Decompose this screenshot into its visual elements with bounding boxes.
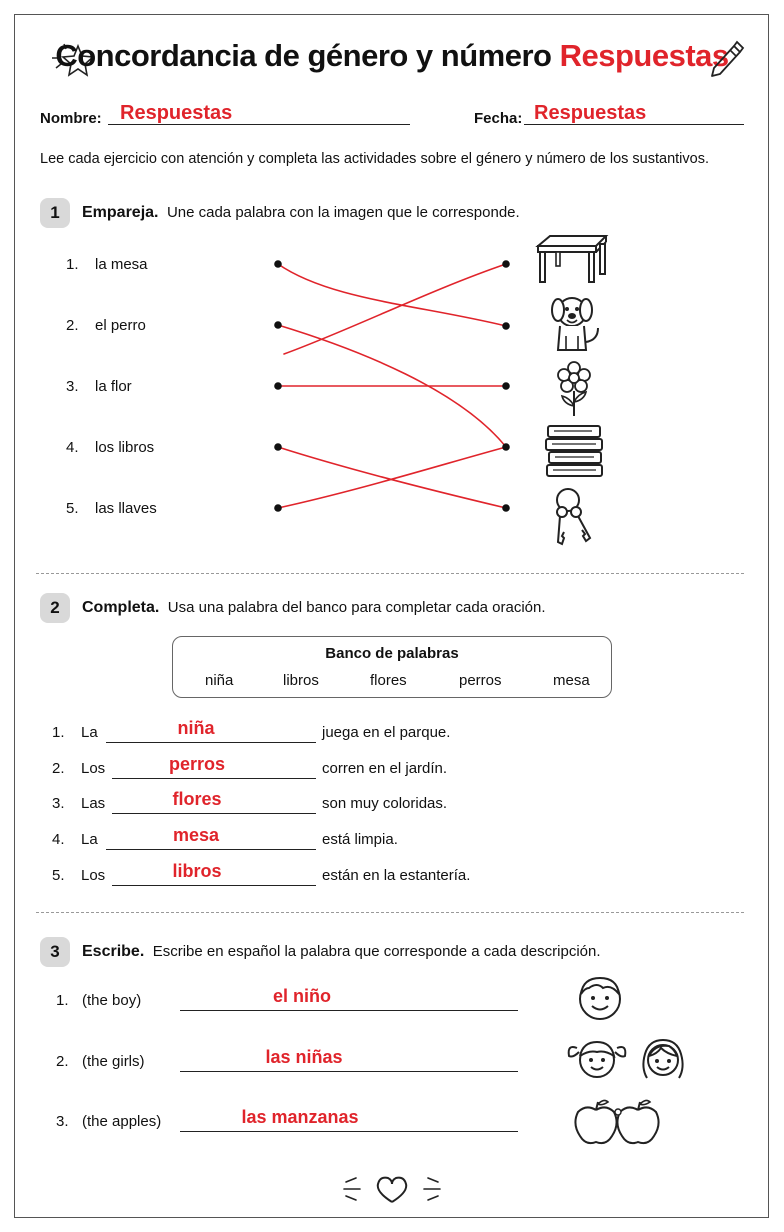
heart-icon: [340, 1172, 444, 1206]
match-word: el perro: [95, 317, 146, 334]
title-answers: Respuestas: [559, 38, 729, 73]
match-num: 4.: [66, 439, 79, 456]
name-label: Nombre:: [40, 110, 102, 127]
sentence-end: corren en el jardín.: [322, 760, 448, 777]
flower-icon: [554, 360, 594, 418]
sentence-blank[interactable]: [112, 859, 316, 886]
match-num: 2.: [66, 317, 79, 334]
match-dot: [502, 382, 510, 390]
section3-subtitle: Escribe en español la palabra que corresponde a cada descripción.: [152, 943, 601, 960]
boy-icon: [575, 972, 625, 1024]
section-divider: [36, 573, 744, 574]
page-title: Concordancia de género y número Respuestas: [55, 38, 729, 73]
section2-number: 2: [40, 593, 70, 623]
sentence-answer: perros: [168, 754, 226, 774]
describe-answer: el niño: [273, 986, 331, 1006]
section3-number: 3: [40, 937, 70, 967]
sentence-num: 5.: [52, 867, 65, 884]
bank-word: perros: [459, 672, 502, 689]
sentence-answer: flores: [172, 789, 222, 809]
sentence-answer: niña: [177, 718, 215, 738]
describe-answer: las niñas: [265, 1047, 343, 1067]
sentence-num: 1.: [52, 724, 65, 741]
section1-title: Empareja.: [82, 204, 159, 221]
dog-icon: [548, 292, 604, 356]
match-word: las llaves: [95, 500, 157, 517]
describe-num: 3.: [56, 1113, 69, 1130]
match-dot: [274, 443, 282, 451]
match-dot: [274, 382, 282, 390]
match-dot: [274, 504, 282, 512]
sentence-end: están en la estantería.: [322, 867, 471, 884]
describe-answer: las manzanas: [241, 1107, 359, 1127]
describe-blank[interactable]: [180, 984, 518, 1011]
bank-word: niña: [205, 672, 234, 689]
describe-blank[interactable]: [180, 1105, 518, 1132]
sentence-start: La: [81, 724, 98, 741]
sentence-start: Los: [81, 867, 106, 884]
books-icon: [544, 424, 606, 478]
apples-icon: [572, 1096, 664, 1148]
sentence-blank[interactable]: [112, 752, 316, 779]
match-dot: [274, 260, 282, 268]
match-dot: [502, 504, 510, 512]
sentence-start: Los: [81, 760, 106, 777]
section1-number: 1: [40, 198, 70, 228]
bank-word: mesa: [553, 672, 590, 689]
describe-num: 2.: [56, 1053, 69, 1070]
match-num: 1.: [66, 256, 79, 273]
instructions: Lee cada ejercicio con atención y completa las actividades sobre el género y número de los sustantivos.: [40, 151, 709, 167]
sentence-blank[interactable]: [106, 823, 316, 850]
sentence-end: son muy coloridas.: [322, 795, 448, 812]
girls-icon: [565, 1032, 695, 1084]
sentence-answer: libros: [172, 861, 222, 881]
word-bank-title: Banco de palabras: [325, 645, 459, 662]
section2-title: Completa.: [82, 599, 160, 616]
sentence-num: 3.: [52, 795, 65, 812]
sentence-num: 2.: [52, 760, 65, 777]
word-bank: [172, 636, 612, 698]
match-word: los libros: [95, 439, 155, 456]
sentence-end: está limpia.: [322, 831, 398, 848]
section1-subtitle: Une cada palabra con la imagen que le corresponde.: [166, 204, 520, 221]
sentence-start: Las: [81, 795, 106, 812]
sentence-end: juega en el parque.: [322, 724, 451, 741]
sentence-start: La: [81, 831, 98, 848]
match-word: la flor: [95, 378, 132, 395]
describe-num: 1.: [56, 992, 69, 1009]
match-line: [284, 264, 506, 354]
sentence-blank[interactable]: [112, 787, 316, 814]
describe-prompt: (the boy): [82, 992, 142, 1009]
keys-icon: [550, 486, 598, 548]
bank-word: libros: [283, 672, 319, 689]
match-dot: [502, 322, 510, 330]
section3-title: Escribe.: [82, 943, 145, 960]
match-word: la mesa: [95, 256, 148, 273]
match-num: 3.: [66, 378, 79, 395]
sentence-answer: mesa: [172, 825, 220, 845]
section-divider: [36, 912, 744, 913]
name-value: Respuestas: [120, 102, 233, 124]
describe-blank[interactable]: [180, 1045, 518, 1072]
match-dot: [502, 443, 510, 451]
date-value: Respuestas: [534, 102, 647, 124]
describe-prompt: (the apples): [82, 1113, 162, 1130]
table-icon: [534, 232, 610, 286]
bank-word: flores: [370, 672, 407, 689]
date-label: Fecha:: [474, 110, 523, 127]
match-line: [278, 264, 506, 326]
describe-prompt: (the girls): [82, 1053, 145, 1070]
match-num: 5.: [66, 500, 79, 517]
match-dot: [274, 321, 282, 329]
sentence-num: 4.: [52, 831, 65, 848]
sentence-blank[interactable]: [106, 716, 316, 743]
match-dot: [502, 260, 510, 268]
match-line: [278, 447, 506, 508]
section2-subtitle: Usa una palabra del banco para completar cada oración.: [167, 599, 546, 616]
